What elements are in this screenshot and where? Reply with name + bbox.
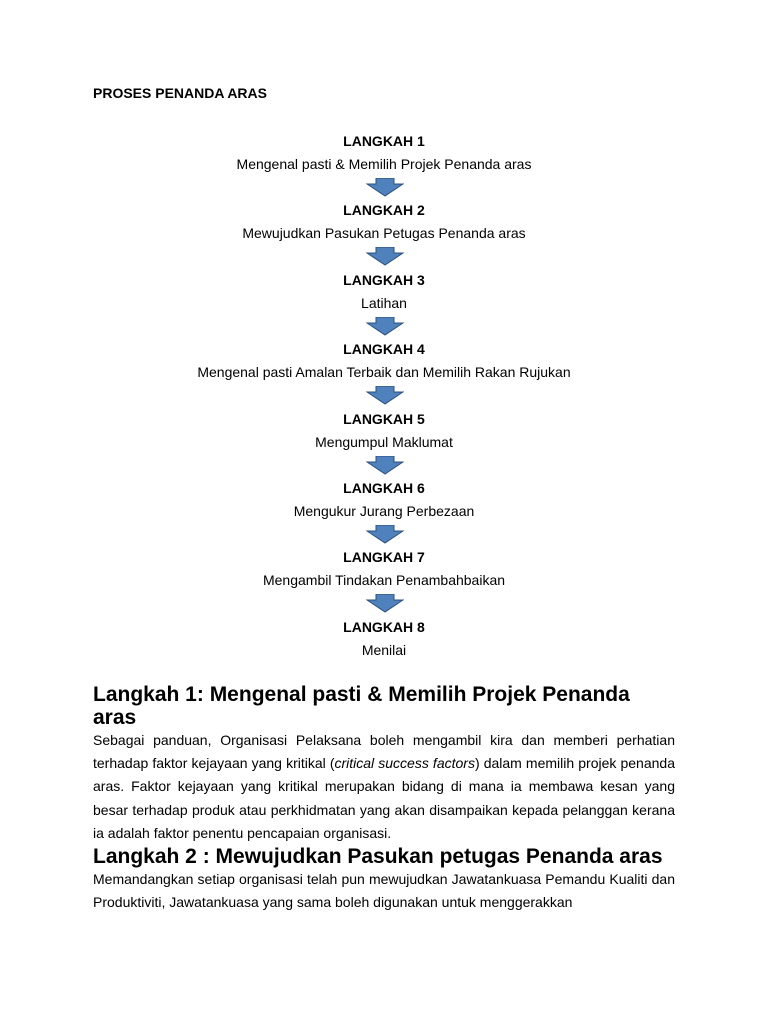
process-step — [0, 200, 768, 269]
section-paragraph — [93, 729, 675, 845]
step-description: Mengukur Jurang Perbezaan — [293, 502, 475, 519]
down-arrow-icon — [366, 594, 404, 613]
step-description: Mewujudkan Pasukan Petugas Penanda aras — [242, 225, 526, 242]
step-description: Mengenal pasti Amalan Terbaik dan Memilih Rakan Rujukan — [197, 364, 571, 381]
step-label: LANGKAH 2 — [343, 202, 425, 219]
step-label: LANGKAH 7 — [343, 549, 425, 566]
section-langkah-1 — [93, 683, 675, 845]
step-description: Latihan — [361, 294, 407, 311]
down-arrow-icon — [366, 456, 404, 475]
step-label: LANGKAH 6 — [343, 479, 425, 496]
process-step — [0, 131, 768, 200]
section-heading: Langkah 1: Mengenal pasti & Memilih Projek Penanda aras — [93, 683, 630, 729]
down-arrow-icon — [366, 247, 404, 266]
step-label: LANGKAH 3 — [343, 271, 425, 288]
step-description: Menilai — [361, 641, 407, 658]
section-paragraph: Memandangkan setiap organisasi telah pun mewujudkan Jawatankuasa Pemandu Kualiti dan Produktiviti, Jawatankuasa yang sama boleh digunakan untuk menggerakkan — [93, 871, 675, 911]
process-step — [0, 339, 768, 408]
process-step — [0, 478, 768, 547]
down-arrow-icon — [366, 386, 404, 405]
process-step — [0, 617, 768, 686]
down-arrow-icon — [366, 317, 404, 336]
step-label: LANGKAH 4 — [343, 341, 425, 358]
section-heading: Langkah 2 : Mewujudkan Pasukan petugas Penanda aras — [93, 845, 663, 868]
document-title: PROSES PENANDA ARAS — [93, 85, 267, 101]
section-langkah-2 — [93, 845, 675, 914]
paragraph-text: Sebagai panduan, Organisasi Pelaksana boleh mengambil kira dan memberi perhatian terhadap faktor kejayaan yang kritikal ( — [93, 732, 675, 772]
step-description: Mengenal pasti & Memilih Projek Penanda aras — [236, 156, 532, 172]
process-step — [0, 547, 768, 616]
step-label: LANGKAH 8 — [343, 618, 425, 635]
process-flow — [0, 131, 768, 686]
process-step — [0, 270, 768, 339]
down-arrow-icon — [366, 178, 404, 197]
step-label: LANGKAH 5 — [343, 410, 425, 427]
down-arrow-icon — [366, 525, 404, 544]
step-description: Mengambil Tindakan Penambahbaikan — [262, 572, 506, 589]
step-label: LANGKAH 1 — [343, 133, 425, 149]
step-description: Mengumpul Maklumat — [315, 433, 453, 450]
paragraph-text: ) dalam memilih projek penanda aras. Faktor kejayaan yang kritikal merupakan bidang di mana ia membawa kesan yang besar terhadap produk atau perkhidmatan yang akan disampaikan kepada pelanggan kerana ia adalah faktor penentu pencapaian organisasi. — [93, 755, 675, 841]
process-step — [0, 409, 768, 478]
italic-term: critical success factors — [334, 755, 475, 772]
